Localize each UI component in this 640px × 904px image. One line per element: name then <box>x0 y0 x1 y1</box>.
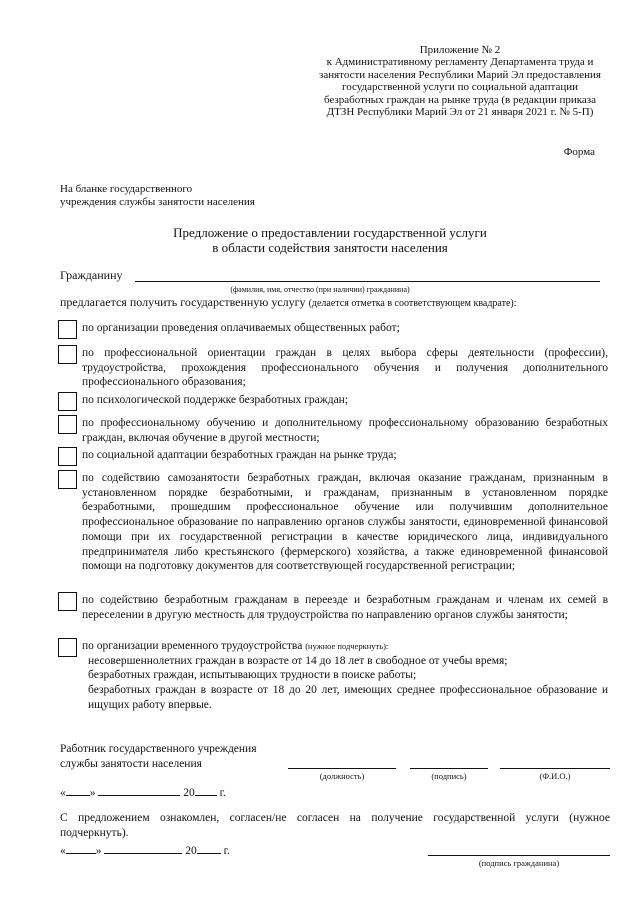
citizen-signature-caption: (подпись гражданина) <box>478 858 560 868</box>
issuer-line: учреждения службы занятости населения <box>60 196 255 208</box>
date-close-quote: » <box>95 845 102 857</box>
option-subitem: безработных граждан в возрасте от 18 до 20 лет, имеющих среднее профессиональное образование и ищущих работу впервые. <box>88 684 608 711</box>
option-checkbox[interactable] <box>58 345 77 364</box>
position-caption: (должность) <box>319 771 365 781</box>
day-field[interactable] <box>66 843 96 854</box>
year-suffix: г. <box>223 845 230 857</box>
full-name-field[interactable] <box>500 768 610 769</box>
worker-block <box>60 742 300 772</box>
option-checkbox[interactable] <box>58 592 77 611</box>
worker-line: Работник государственного учреждения <box>60 743 257 755</box>
citizen-caption: (фамилия, имя, отчество (при наличии) гражданина) <box>230 285 410 294</box>
year-field[interactable] <box>197 843 221 854</box>
title-line: в области содействия занятости населения <box>212 240 448 255</box>
date-open-quote: « <box>60 787 66 799</box>
issuer-line: На бланке государственного <box>60 183 193 195</box>
year-field[interactable] <box>195 785 217 796</box>
signature-caption: (подпись) <box>431 771 467 781</box>
appendix-line: занятости населения Республики Марий Эл предоставления <box>319 68 601 81</box>
citizen-signature-field[interactable] <box>428 855 610 856</box>
option-note: (нужное подчеркнуть): <box>305 641 389 651</box>
date-close-quote: » <box>89 787 96 799</box>
form-label: Форма <box>563 146 595 158</box>
option-subitem: безработных граждан, испытывающих трудности в поиске работы; <box>88 669 417 682</box>
offer-main: предлагается получить государственную услугу <box>60 295 306 309</box>
appendix-line: к Административному регламенту Департамента труда и <box>326 56 594 69</box>
issuer-block <box>60 183 320 209</box>
worker-date <box>60 785 226 799</box>
option-checkbox[interactable] <box>58 320 77 339</box>
position-field[interactable] <box>288 768 396 769</box>
appendix-header <box>310 44 610 118</box>
citizen-name-field[interactable] <box>135 281 600 282</box>
citizen-row <box>60 268 600 284</box>
signature-field[interactable] <box>410 768 488 769</box>
year-prefix: 20 <box>185 845 197 857</box>
option-checkbox[interactable] <box>58 447 77 466</box>
acknowledgement-text: С предложением ознакомлен, согласен/не согласен на получение государственной услуги (нужное подчеркнуть). <box>60 812 610 839</box>
option-text: по организации временного трудоустройства <box>82 640 303 652</box>
document-title <box>60 225 600 255</box>
full-name-caption: (Ф.И.О.) <box>539 771 571 781</box>
option-text-block <box>82 639 608 713</box>
title-line: Предложение о предоставлении государственной услуги <box>173 225 487 240</box>
month-field[interactable] <box>104 843 182 854</box>
appendix-line: государственной услуги по социальной адаптации <box>341 81 579 94</box>
offer-text <box>60 295 610 310</box>
day-field[interactable] <box>66 785 90 796</box>
option-text: по профессиональной ориентации граждан в целях выбора сферы деятельности (профессии), трудоустройства, прохождения профессионального обучения и получения дополнительного профессионального образования; <box>82 347 608 389</box>
option-text: по социальной адаптации безработных граждан на рынке труда; <box>82 449 397 461</box>
year-suffix: г. <box>219 787 226 799</box>
option-checkbox[interactable] <box>58 392 77 411</box>
appendix-line: ДТЗН Республики Марий Эл от 21 января 2021 г. № 5-П) <box>326 106 594 119</box>
date-open-quote: « <box>60 845 66 857</box>
option-text: по содействию безработным гражданам в переезде и безработным гражданам и членам их семей в переселении в другую местность для трудоустройства по направлению органов службы занятости; <box>82 594 608 621</box>
citizen-label: Гражданину <box>60 268 123 282</box>
year-prefix: 20 <box>183 787 195 799</box>
offer-note: (делается отметка в соответствующем квадрате): <box>308 298 517 309</box>
appendix-line: безработных граждан на рынке труда (в редакции приказа <box>323 93 597 106</box>
option-checkbox[interactable] <box>58 638 77 657</box>
citizen-date <box>60 843 230 857</box>
month-field[interactable] <box>98 785 180 796</box>
option-text: по организации проведения оплачиваемых общественных работ; <box>82 322 400 334</box>
worker-line: службы занятости населения <box>60 758 202 770</box>
option-checkbox[interactable] <box>58 470 77 489</box>
appendix-line: Приложение № 2 <box>419 44 501 56</box>
option-subitem: несовершеннолетних граждан в возрасте от 14 до 18 лет в свободное от учебы время; <box>88 654 508 667</box>
option-text: по содействию самозанятости безработных граждан, включая оказание гражданам, признанным в установленном порядке безработными, и гражданам, признанным в установленном порядке безработными, прошедшим профессиональное обучение или получившим дополнительное профессиональное образование по направлению органов службы занятости, единовременной финансовой помощи при их государственной регистрации в качестве юридического лица, индивидуального предпринимателя либо крестьянского (фермерского) хозяйства, а также единовременной финансовой помощи на подготовку документов для соответствующей государственной регистрации; <box>82 472 608 573</box>
option-text: по психологической поддержке безработных граждан; <box>82 394 349 406</box>
option-checkbox[interactable] <box>58 415 77 434</box>
option-text: по профессиональному обучению и дополнительному профессиональному образованию безработных граждан, включая обучение в другой местности; <box>82 417 608 444</box>
